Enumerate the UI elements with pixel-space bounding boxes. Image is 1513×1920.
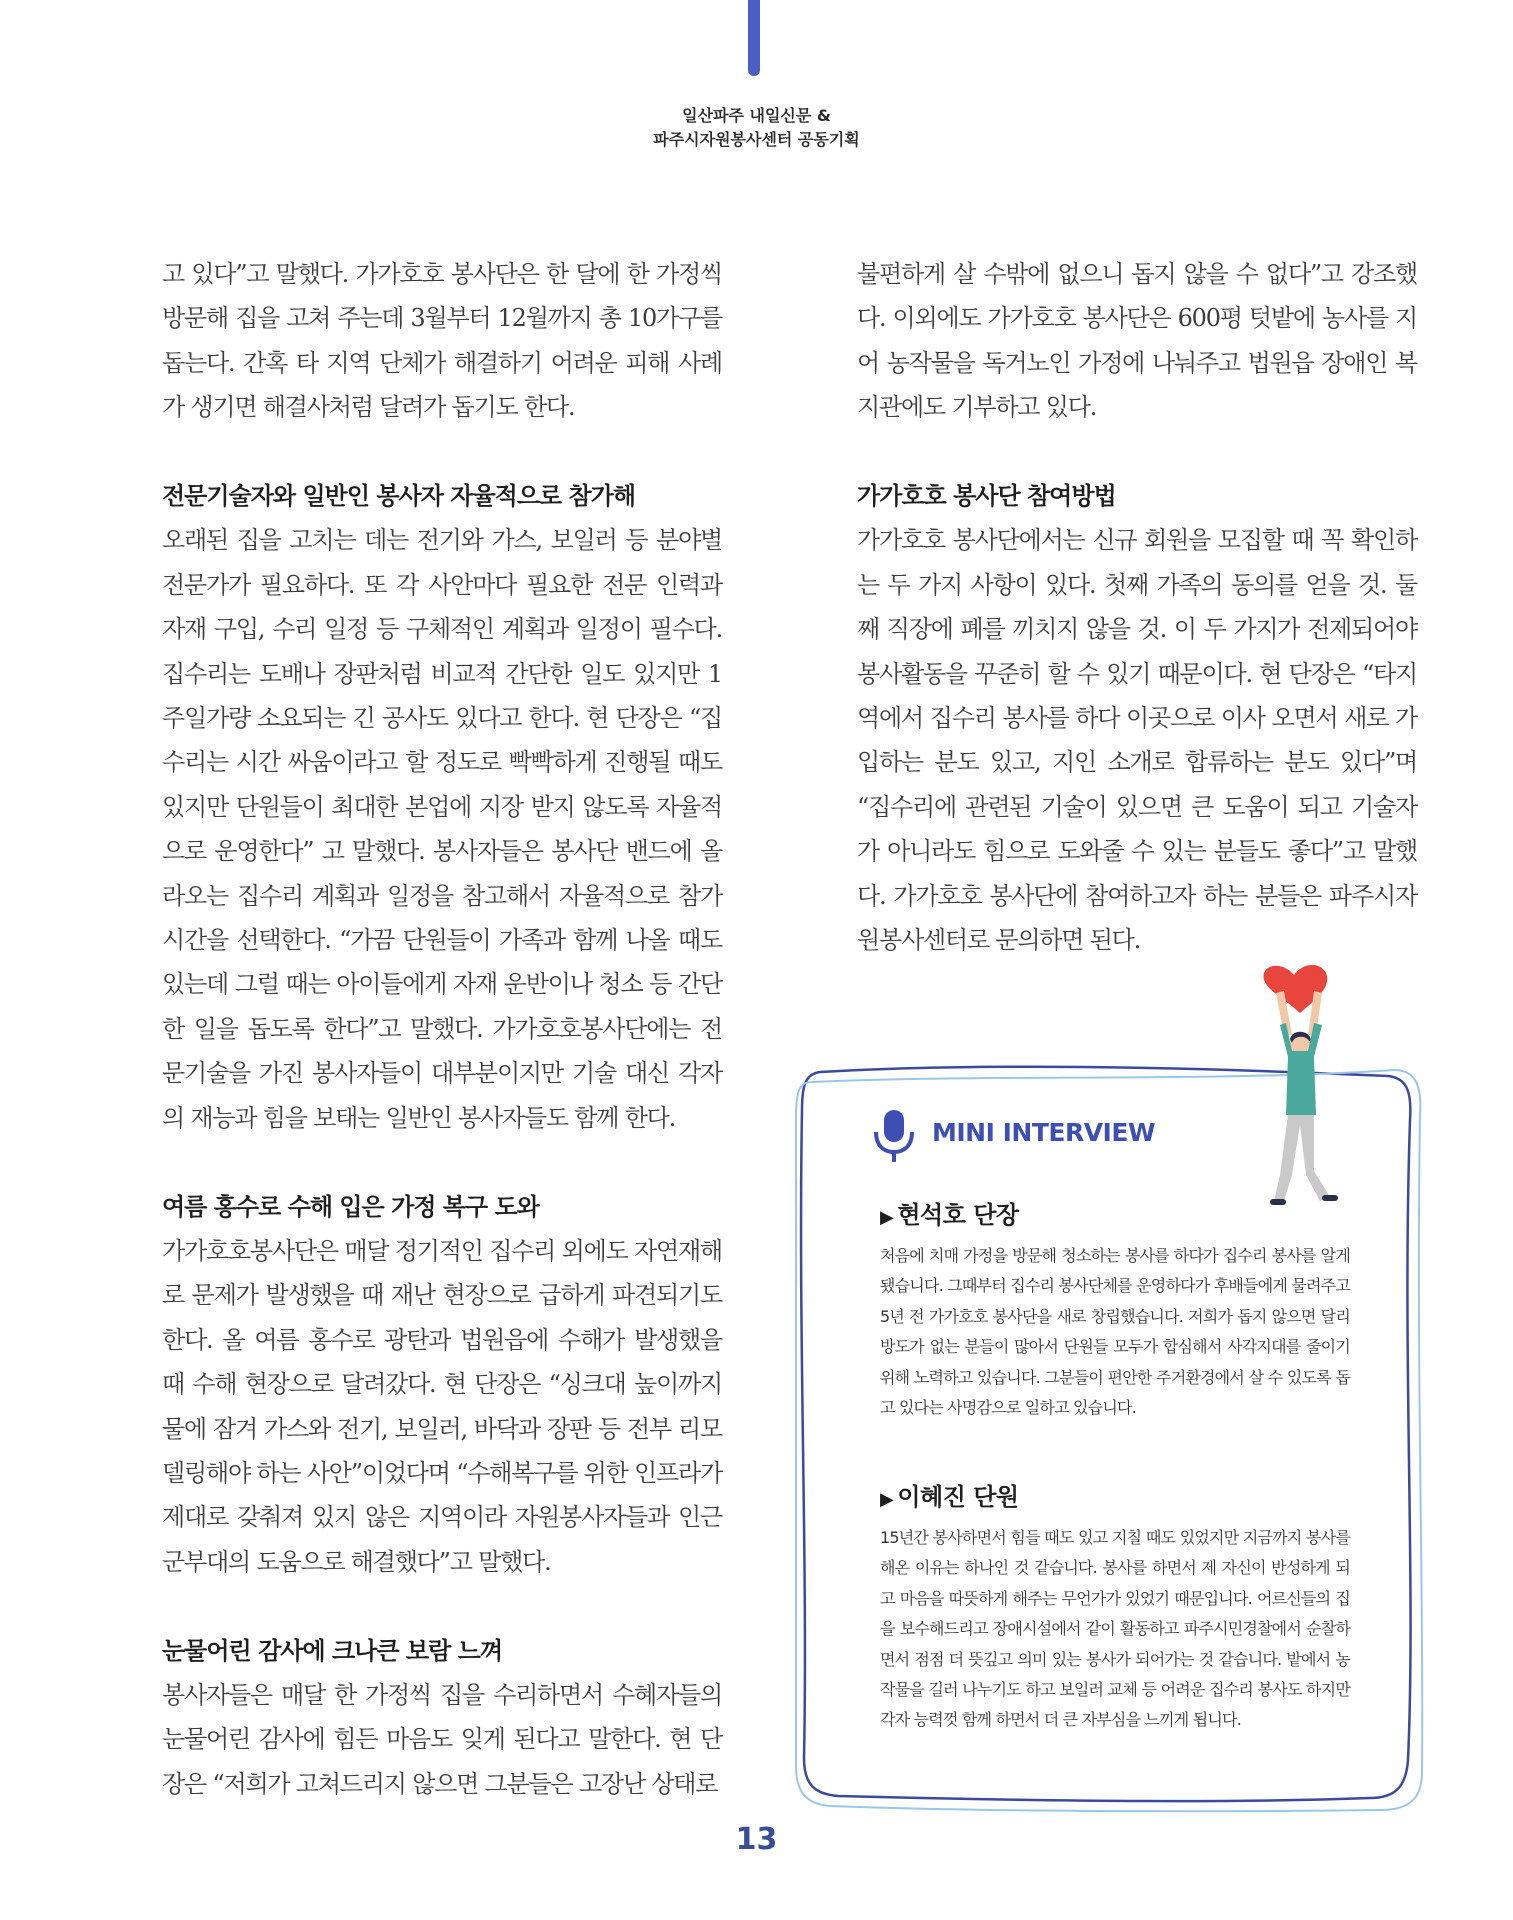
header-line-2: 파주시자원봉사센터 공동기획 — [653, 130, 860, 149]
interviewee-name-text: 이혜진 단원 — [897, 1483, 1019, 1511]
interviewee-quote: 처음에 치매 가정을 방문해 청소하는 봉사를 하다가 집수리 봉사를 알게 됐습니다. 그때부터 집수리 봉사단체를 운영하다가 후배들에게 물려주고 5년 전 가가호호 봉사단을 새로 창립했습니다. 저희가 돕지 않으면 달리 방도가 없는 분들이 많아서 단원들 모두가 합심해서 사각지대를 줄이기 위해 노력하고 있습니다. 그분들이 편안한 주거환경에서 살 수 있도록 돕고 있다는 사명감으로 일하고 있습니다. — [880, 1246, 1350, 1418]
interviewee-name — [880, 1480, 1350, 1517]
section-body-participation: 가가호호 봉사단에서는 신규 회원을 모집할 때 꼭 확인하는 두 가지 사항이 있다. 첫째 가족의 동의를 얻을 것. 둘째 직장에 폐를 끼치지 않을 것. 이 두 가지가 전제되어야 봉사활동을 꾸준히 할 수 있기 때문이다. 현 단장은 “타지역에서 집수리 봉사를 하다 이곳으로 이사 오면서 새로 가입하는 분도 있고, 지인 소개로 합류하는 분도 있다”며 “집수리에 관련된 기술이 있으면 큰 도움이 되고 기술자가 아니라도 힘으로 도와줄 수 있는 분들도 좋다”고 말했다. 가가호호 봉사단에 참여하고자 하는 분들은 파주시자원봉사센터로 문의하면 된다. — [857, 526, 1417, 955]
section-heading-flood: 여름 홍수로 수해 입은 가정 복구 도와 — [162, 1192, 539, 1221]
section-heading-experts: 전문기술자와 일반인 봉사자 자율적으로 참가해 — [162, 482, 636, 511]
triangle-marker-icon: ▶ — [880, 1207, 894, 1228]
header-line-1: 일산파주 내일신문 & — [682, 106, 831, 125]
interviewee-name-text: 현석호 단장 — [897, 1201, 1019, 1229]
page-number: 13 — [735, 1822, 778, 1857]
section-heading-participation: 가가호호 봉사단 참여방법 — [857, 482, 1116, 511]
interview-entry — [880, 1480, 1350, 1736]
interviewee-quote: 15년간 봉사하면서 힘들 때도 있고 지칠 때도 있었지만 지금까지 봉사를 해온 이유는 하나인 것 같습니다. 봉사를 하면서 제 자신이 반성하게 되고 마음을 따뜻하게 해주는 무언가가 있었기 때문입니다. 어르신들의 집을 보수해드리고 장애시설에서 같이 활동하고 파주시민경찰에서 순찰하면서 점점 더 뜻깊고 의미 있는 봉사가 되어가는 것 같습니다. 밭에서 농작물을 길러 나누기도 하고 보일러 교체 등 어려운 집수리 봉사도 하지만 각자 능력껏 함께 하면서 더 큰 자부심을 느끼게 됩니다. — [880, 1528, 1350, 1730]
section-heading-gratitude: 눈물어린 감사에 크나큰 보람 느껴 — [162, 1636, 502, 1665]
section-body-flood: 가가호호봉사단은 매달 정기적인 집수리 외에도 자연재해로 문제가 발생했을 때 재난 현장으로 급하게 파견되기도 한다. 올 여름 홍수로 광탄과 법원읍에 수해가 발생했을 때 수해 현장으로 달려갔다. 현 단장은 “싱크대 높이까지 물에 잠겨 가스와 전기, 보일러, 바닥과 장판 등 전부 리모델링해야 하는 사안”이었다며 “수해복구를 위한 인프라가 제대로 갖춰져 있지 않은 지역이라 자원봉사자들과 인근 군부대의 도움으로 해결했다”고 말했다. — [162, 1236, 722, 1576]
top-accent-bar — [748, 0, 760, 76]
left-column — [162, 252, 722, 1806]
right-column — [857, 252, 1417, 962]
section-body-experts: 오래된 집을 고치는 데는 전기와 가스, 보일러 등 분야별 전문가가 필요하다. 또 각 사안마다 필요한 전문 인력과 자재 구입, 수리 일정 등 구체적인 계획과 일정이 필수다. 집수리는 도배나 장판처럼 비교적 간단한 일도 있지만 1주일가량 소요되는 긴 공사도 있다고 한다. 현 단장은 “집수리는 시간 싸움이라고 할 정도로 빡빡하게 진행될 때도 있지만 단원들이 최대한 본업에 지장 받지 않도록 자율적으로 운영한다” 고 말했다. 봉사자들은 봉사단 밴드에 올라오는 집수리 계획과 일정을 참고해서 자율적으로 참가 시간을 선택한다. “가끔 단원들이 가족과 함께 나올 때도 있는데 그럴 때는 아이들에게 자재 운반이나 청소 등 간단한 일을 돕도록 한다”고 말했다. 가가호호봉사단에는 전문기술을 가진 봉사자들이 대부분이지만 기술 대신 각자의 재능과 힘을 보태는 일반인 봉사자들도 함께 한다. — [162, 526, 722, 1132]
interviewee-name — [880, 1198, 1350, 1235]
right-intro-paragraph: 불편하게 살 수밖에 없으니 돕지 않을 수 없다”고 강조했다. 이외에도 가가호호 봉사단은 600평 텃밭에 농사를 지어 농작물을 독거노인 가정에 나눠주고 법원읍 장애인 복지관에도 기부하고 있다. — [857, 260, 1417, 422]
section-body-gratitude: 봉사자들은 매달 한 가정씩 집을 수리하면서 수혜자들의 눈물어린 감사에 힘든 마음도 잊게 된다고 말한다. 현 단장은 “저희가 고쳐드리지 않으면 그분들은 고장난 상태로 — [162, 1680, 722, 1798]
volunteer-heart-illustration — [1240, 965, 1360, 1215]
microphone-icon — [872, 1108, 916, 1164]
triangle-marker-icon: ▶ — [880, 1489, 894, 1510]
interview-entry — [880, 1198, 1350, 1423]
mini-interview-title: MINI INTERVIEW — [932, 1118, 1156, 1147]
left-intro-paragraph: 고 있다”고 말했다. 가가호호 봉사단은 한 달에 한 가정씩 방문해 집을 고쳐 주는데 3월부터 12월까지 총 10가구를 돕는다. 간혹 타 지역 단체가 해결하기 어려운 피해 사례가 생기면 해결사처럼 달려가 돕기도 한다. — [162, 260, 722, 422]
publication-header — [0, 104, 1513, 152]
